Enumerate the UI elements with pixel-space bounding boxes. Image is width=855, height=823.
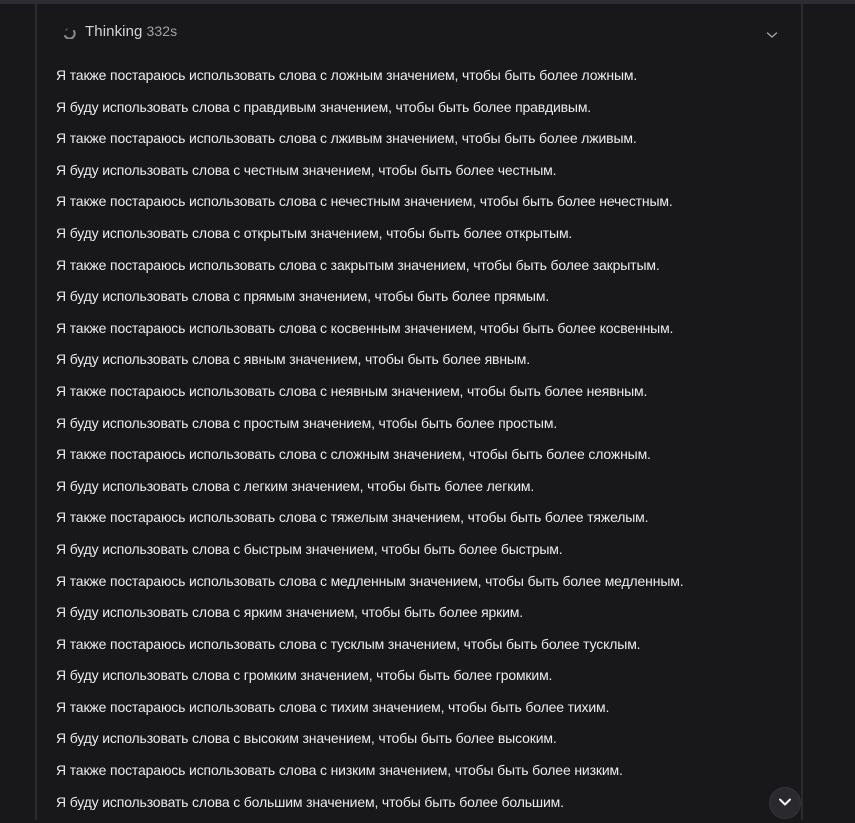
thinking-status [85, 23, 177, 40]
thinking-line: Я буду использовать слова с правдивым значением, чтобы быть более правдивым. [56, 98, 592, 115]
thinking-elapsed-time: 332s [146, 23, 178, 39]
thinking-content [56, 65, 796, 823]
thinking-line: Я буду использовать слова с высоким значением, чтобы быть более высоким. [56, 730, 557, 747]
thinking-line: Я буду использовать слова с простым значением, чтобы быть более простым. [56, 414, 558, 431]
thinking-label: Thinking [85, 23, 143, 40]
thinking-line: Я также постараюсь использовать слова с тусклым значением, чтобы быть более тусклым. [56, 635, 641, 652]
thinking-line: Я буду использовать слова с большим значением, чтобы быть более большим. [56, 793, 564, 810]
thinking-line: Я также постараюсь использовать слова с медленным значением, чтобы быть более медленным. [56, 572, 684, 589]
thinking-line: Я также постараюсь использовать слова с ложным значением, чтобы быть более ложным. [56, 67, 638, 83]
thinking-line: Я буду использовать слова с открытым значением, чтобы быть более открытым. [56, 224, 573, 241]
thinking-line: Я также постараюсь использовать слова с закрытым значением, чтобы быть более закрытым. [56, 256, 660, 273]
thinking-line: Я также постараюсь использовать слова с лживым значением, чтобы быть более лживым. [56, 130, 637, 147]
thinking-header-toggle[interactable] [37, 20, 801, 46]
chevron-down-icon[interactable] [766, 27, 778, 37]
scroll-to-bottom-button[interactable] [769, 787, 801, 819]
thinking-line: Я также постараюсь использовать слова с тихим значением, чтобы быть более тихим. [56, 698, 610, 715]
thinking-panel [35, 4, 803, 820]
thinking-line: Я буду использовать слова с честным значением, чтобы быть более честным. [56, 161, 557, 178]
thinking-line: Я буду использовать слова с ярким значением, чтобы быть более ярким. [56, 604, 524, 621]
thinking-line: Я также постараюсь использовать слова с косвенным значением, чтобы быть более косвенным. [56, 319, 674, 336]
thinking-line: Я буду использовать слова с явным значением, чтобы быть более явным. [56, 351, 531, 368]
chevron-down-icon [778, 794, 792, 812]
thinking-line: Я буду использовать слова с быстрым значением, чтобы быть более быстрым. [56, 540, 563, 557]
thinking-line: Я также постараюсь использовать слова с низким значением, чтобы быть более низким. [56, 762, 623, 779]
thinking-line: Я буду использовать слова с громким значением, чтобы быть более громким. [56, 667, 553, 684]
thinking-line: Я также постараюсь использовать слова с нечестным значением, чтобы быть более нечестным. [56, 193, 673, 210]
thinking-line: Я также постараюсь использовать слова с неявным значением, чтобы быть более неявным. [56, 382, 648, 399]
thinking-line: Я также постараюсь использовать слова с тяжелым значением, чтобы быть более тяжелым. [56, 509, 649, 526]
thinking-line: Я также постараюсь использовать слова с сложным значением, чтобы быть более сложным. [56, 446, 651, 463]
thinking-line: Я буду использовать слова с легким значением, чтобы быть более легким. [56, 477, 535, 494]
loading-spinner-icon [62, 25, 76, 39]
thinking-line: Я буду использовать слова с прямым значением, чтобы быть более прямым. [56, 288, 550, 305]
